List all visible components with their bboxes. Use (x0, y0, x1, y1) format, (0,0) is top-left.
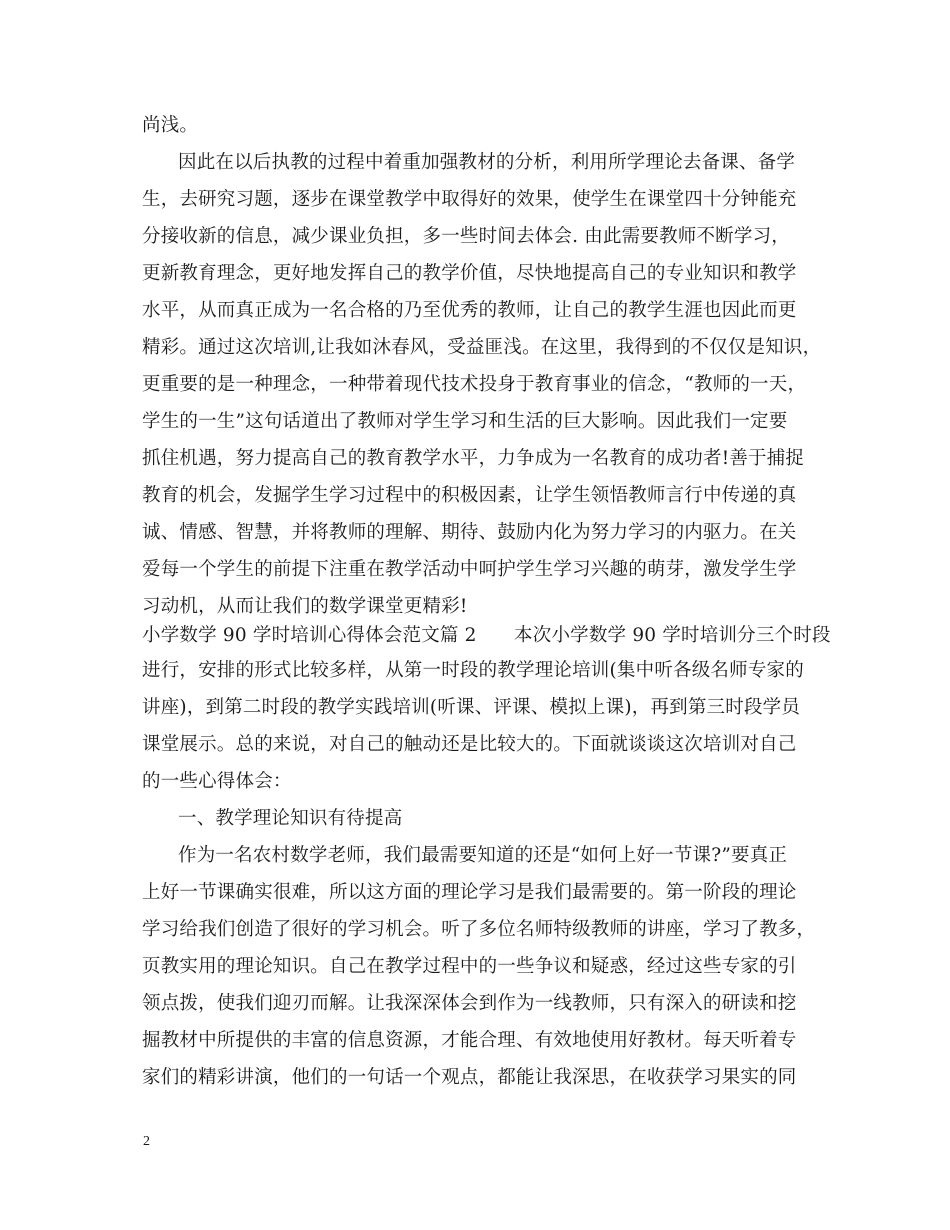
text-line: 领点拨，使我们迎刃而解。让我深深体会到作为一线教师，只有深入的研读和挖 (142, 993, 797, 1014)
text-line: 精彩。通过这次培训,让我如沐春风，受益匪浅。在这里，我得到的不仅仅是知识， (142, 337, 822, 358)
text-line: 教育的机会，发掘学生学习过程中的积极因素，让学生领悟教师言行中传递的真 (142, 485, 797, 506)
text-line: 的一些心得体会： (142, 771, 292, 792)
text-line: 抓住机遇，努力提高自己的教育教学水平，力争成为一名教育的成功者!善于捕捉 (142, 448, 805, 469)
text-line: 习动机，从而让我们的数学课堂更精彩! (142, 596, 468, 617)
text-line: 更重要的是一种理念，一种带着现代技术投身于教育事业的信念，“教师的一天， (142, 374, 807, 395)
subheading: 一、教学理论知识有待提高 (178, 808, 403, 829)
text-line: 页教实用的理论知识。自己在教学过程中的一些争议和疑惑，经过这些专家的引 (142, 956, 797, 977)
text-line: 爱每一个学生的前提下注重在教学活动中呵护学生学习兴趣的萌芽，激发学生学 (142, 559, 797, 580)
page-number: 2 (143, 1134, 150, 1149)
text-line: 水平，从而真正成为一名合格的乃至优秀的教师，让自己的教学生涯也因此而更 (142, 300, 797, 321)
text-line: 上好一节课确实很难，所以这方面的理论学习是我们最需要的。第一阶段的理论 (142, 882, 797, 903)
text-line: 生，去研究习题，逐步在课堂教学中取得好的效果，使学生在课堂四十分钟能充 (142, 189, 797, 210)
text-line: 课堂展示。总的来说，对自己的触动还是比较大的。下面就谈谈这次培训对自己 (142, 734, 797, 755)
text-line: 更新教育理念，更好地发挥自己的教学价值，尽快地提高自己的专业知识和教学 (142, 263, 797, 284)
text-line: 尚浅。 (142, 115, 199, 136)
text-line: 学生的一生”这句话道出了教师对学生学习和生活的巨大影响。因此我们一定要 (142, 411, 788, 432)
paragraph-start: 因此在以后执教的过程中着重加强教材的分析，利用所学理论去备课、备学 (178, 152, 796, 173)
text-line: 家们的精彩讲演，他们的一句话一个观点，都能让我深思，在收获学习果实的同 (142, 1067, 797, 1088)
section-heading-line: 小学数学 90 学时培训心得体会范文篇 2 本次小学数学 90 学时培训分三个时段 (142, 625, 831, 646)
text-line: 掘教材中所提供的丰富的信息资源，才能合理、有效地使用好教材。每天听着专 (142, 1030, 797, 1051)
text-line: 进行，安排的形式比较多样，从第一时段的教学理论培训(集中听各级名师专家的 (142, 660, 804, 681)
paragraph-start: 作为一名农村数学老师，我们最需要知道的还是“如何上好一节课?”要真正 (178, 845, 788, 866)
text-line: 分接收新的信息，减少课业负担，多一些时间去体会. 由此需要教师不断学习， (142, 226, 790, 247)
text-line: 学习给我们创造了很好的学习机会。听了多位名师特级教师的讲座，学习了教多， (142, 919, 816, 940)
text-line: 诚、情感、智慧，并将教师的理解、期待、鼓励内化为努力学习的内驱力。在关 (142, 522, 797, 543)
text-line: 讲座)，到第二时段的教学实践培训(听课、评课、模拟上课)，再到第三时段学员 (142, 697, 801, 718)
